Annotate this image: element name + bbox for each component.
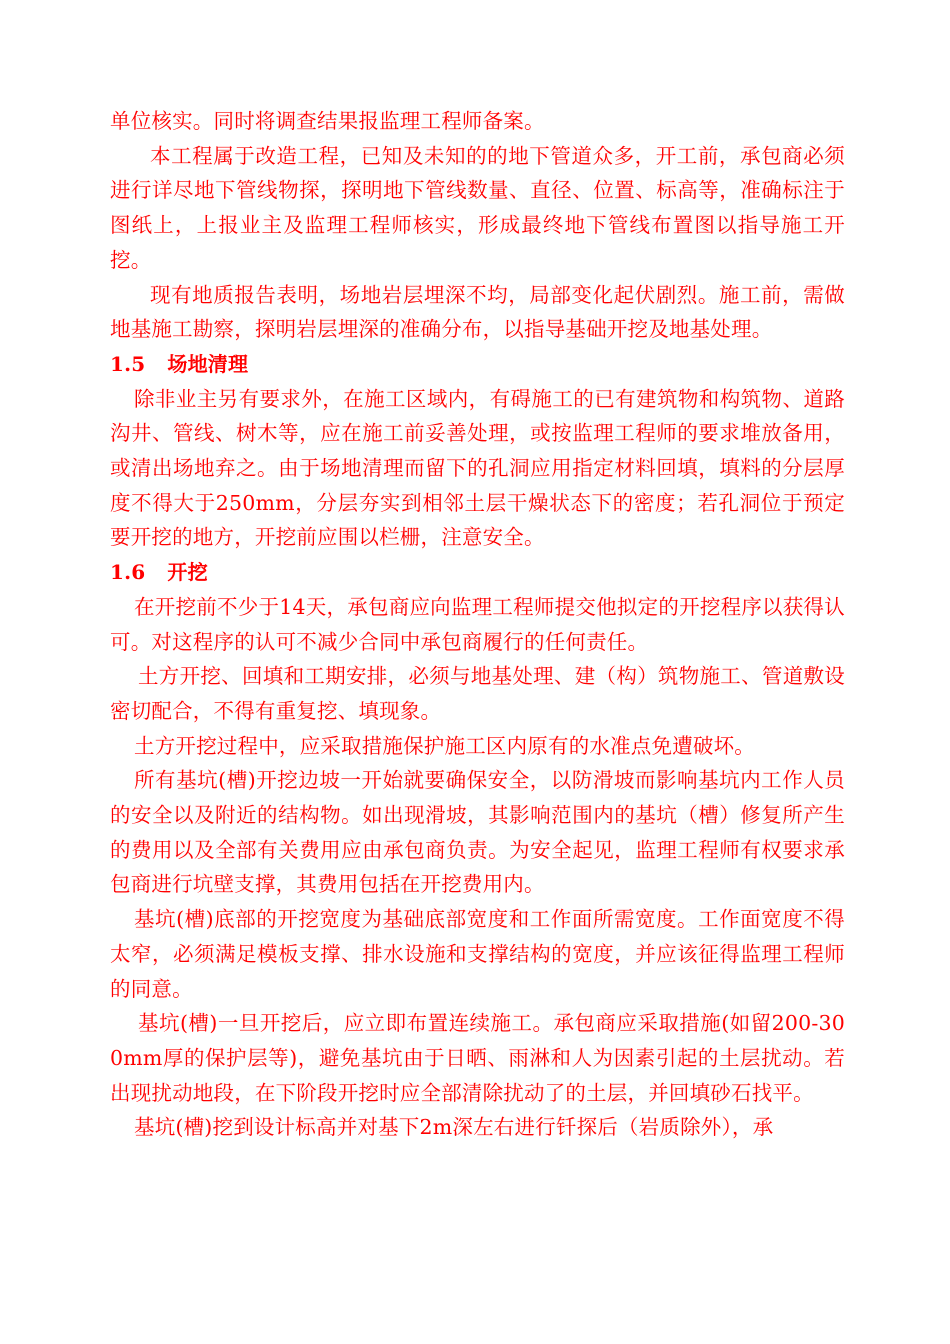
paragraph-slope-safety: 所有基坑(槽)开挖边坡一开始就要确保安全，以防滑坡而影响基坑内工作人员的安全以及附近的结构物。如出现滑坡，其影响范围内的基坑（槽）修复所产生的费用以及全部有关费用应由承包商负责。为安全起见，监理工程师有权要求承包商进行坑壁支撑，其费用包括在开挖费用内。 [110,768,845,897]
section-number: 1.5 [110,351,146,376]
paragraph-continuous-construction: 基坑(槽)一旦开挖后，应立即布置连续施工。承包商应采取措施(如留200-300mm厚的保护层等)，避免基坑由于日晒、雨淋和人为因素引起的土层扰动。若出现扰动地段，在下阶段开挖时应全部清除扰动了的土层，并回填砂石找平。 [110,1011,845,1105]
paragraph-earthwork-coordination: 土方开挖、回填和工期安排，必须与地基处理、建（构）筑物施工、管道敷设密切配合，不得有重复挖、填现象。 [110,664,845,723]
paragraph-underground-pipelines: 本工程属于改造工程，已知及未知的的地下管道众多，开工前，承包商必须进行详尽地下管线物探，探明地下管线数量、直径、位置、标高等，准确标注于图纸上，上报业主及监理工程师核实，形成最终地下管线布置图以指导施工开挖。 [110,143,845,272]
section-number: 1.6 [110,560,146,585]
paragraph-geology-report: 现有地质报告表明，场地岩层埋深不均，局部变化起伏剧烈。施工前，需做地基施工勘察，探明岩层埋深的准确分布，以指导基础开挖及地基处理。 [110,282,845,342]
section-heading-site-clearing [110,347,845,382]
paragraph-excavation-program: 在开挖前不少于14天，承包商应向监理工程师提交他拟定的开挖程序以获得认可。对这程序的认可不减少合同中承包商履行的任何责任。 [110,594,845,654]
paragraph-benchmark-protection: 土方开挖过程中，应采取措施保护施工区内原有的水准点免遭破坏。 [134,733,755,758]
paragraph-design-elevation: 基坑(槽)挖到设计标高并对基下2m深左右进行钎探后（岩质除外），承 [134,1115,774,1140]
document-body [110,104,845,1145]
section-title: 开挖 [167,560,208,585]
paragraph-pit-width: 基坑(槽)底部的开挖宽度为基础底部宽度和工作面所需宽度。工作面宽度不得太窄，必须满足模板支撑、排水设施和支撑结构的宽度，并应该征得监理工程师的同意。 [110,907,845,1001]
paragraph-continuation: 单位核实。同时将调查结果报监理工程师备案。 [110,109,545,133]
section-title: 场地清理 [167,351,249,376]
section-heading-excavation [110,555,845,590]
paragraph-site-clearing: 除非业主另有要求外，在施工区域内，有碍施工的已有建筑物和构筑物、道路沟井、管线、树木等，应在施工前妥善处理，或按监理工程师的要求堆放备用，或清出场地弃之。由于场地清理而留下的孔洞应用指定材料回填，填料的分层厚度不得大于250mm，分层夯实到相邻土层干燥状态下的密度；若孔洞位于预定要开挖的地方，开挖前应围以栏栅，注意安全。 [110,386,845,550]
